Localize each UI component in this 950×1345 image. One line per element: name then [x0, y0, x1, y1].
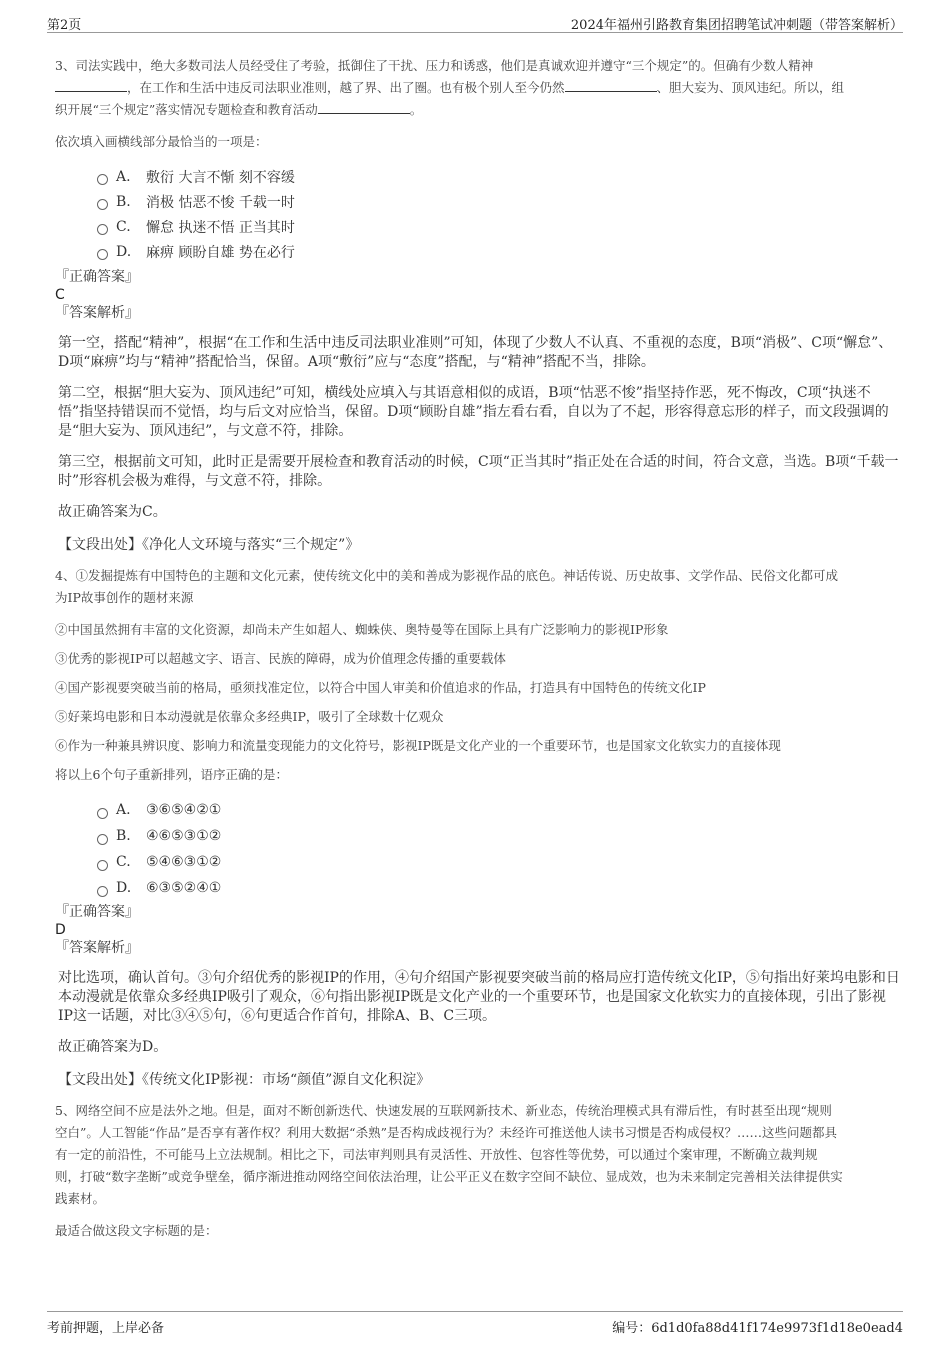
analysis-conclusion: 故正确答案为C。 — [58, 504, 167, 520]
sentence-3: ③优秀的影视IP可以超越文字、语言、民族的障碍，成为价值理念传播的重要载体 — [55, 651, 506, 666]
stem-text: 。 — [409, 102, 423, 117]
analysis-paragraph: 第一空，搭配“精神”，根据“在工作和生活中违反司法职业准则”可知，体现了少数人不认真、不重视的态度，B项“消极”、C项“懈怠”、D项“麻痹”均与“精神”搭配恰当，保留。A项“敷衍”应与“态度”搭配，与“精神”搭配不当，排除。 — [58, 335, 893, 370]
question-3-stem — [55, 55, 900, 121]
sentence-6: ⑥作为一种兼具辨识度、影响力和流量变现能力的文化符号，影视IP既是文化产业的一个重要环节，也是国家文化软实力的直接体现 — [55, 738, 781, 753]
page-number: 第2页 — [47, 18, 82, 33]
question-4-stem: 4、①发掘提炼有中国特色的主题和文化元素，使传统文化中的美和善成为影视作品的底色。神话传说、历史故事、文学作品、民俗文化都可成 为IP故事创作的题材来源 — [55, 568, 838, 605]
document-content — [55, 55, 900, 1239]
document-code: 编号：6d1d0fa88d41f174e9973f1d18e0ead4 — [612, 1321, 903, 1336]
radio-icon[interactable] — [97, 834, 108, 845]
radio-icon[interactable] — [97, 886, 108, 897]
footer-slogan: 考前押题，上岸必备 — [47, 1321, 165, 1336]
option-d[interactable]: D. ⑥③⑤②④① — [97, 875, 900, 901]
stem-text: ，在工作和生活中违反司法职业准则，越了界、出了圈。也有极个别人至今仍然 — [127, 80, 565, 95]
analysis-label: 『答案解析』 — [55, 305, 139, 321]
option-b[interactable]: B. 消极 怙恶不悛 千载一时 — [97, 189, 900, 214]
question-4-options — [55, 797, 900, 901]
analysis-paragraph: 第二空，根据“胆大妄为、顶风违纪”可知，横线处应填入与其语意相似的成语，B项“怙恶不悛”指坚持作恶，死不悔改，C项“执迷不悟”指坚持错误而不觉悟，均与后文对应恰当，保留。D项“顾盼自雄”指左看右看，自以为了不起，形容得意忘形的样子，而文段强调的是“胆大妄为、顶风违纪”，与文意不符，排除。 — [58, 385, 889, 439]
analysis-paragraph: 对比选项，确认首句。③句介绍优秀的影视IP的作用，④句介绍国产影视要突破当前的格局应打造传统文化IP，⑤句指出好莱坞电影和日本动漫就是依靠众多经典IP吸引了观众，⑥句指出影视IP既是文化产业的一个重要环节，也是国家文化软实力的直接体现，引出了影视IP这一话题，对比③④⑤句，⑥句更适合作首句，排除A、B、C三项。 — [58, 970, 900, 1024]
sentence-2: ②中国虽然拥有丰富的文化资源，却尚未产生如超人、蜘蛛侠、奥特曼等在国际上具有广泛影响力的影视IP形象 — [55, 622, 669, 637]
question-4 — [55, 565, 900, 1090]
source-citation: 【文段出处】《净化人文环境与落实“三个规定”》 — [58, 537, 360, 553]
question-3-options — [55, 164, 900, 264]
option-c[interactable]: C. 懈怠 执迷不悟 正当其时 — [97, 214, 900, 239]
radio-icon[interactable] — [97, 199, 108, 210]
sentence-4: ④国产影视要突破当前的格局，亟须找准定位，以符合中国人审美和价值追求的作品，打造具有中国特色的传统文化IP — [55, 680, 706, 695]
correct-answer: D — [55, 922, 66, 938]
blank-1 — [55, 79, 127, 92]
analysis-label: 『答案解析』 — [55, 940, 139, 956]
stem-text: 3、司法实践中，绝大多数司法人员经受住了考验，抵御住了干扰、压力和诱惑，他们是真诚欢迎并遵守“三个规定”的。但确有少数人精神 — [55, 58, 814, 73]
answer-label: 『正确答案』 — [55, 269, 139, 285]
correct-answer: C — [55, 287, 65, 303]
option-c[interactable]: C. ⑤④⑥③①② — [97, 849, 900, 875]
question-4-instruction: 将以上6个句子重新排列，语序正确的是： — [55, 767, 288, 782]
analysis-conclusion: 故正确答案为D。 — [58, 1039, 168, 1055]
analysis-paragraph: 第三空，根据前文可知，此时正是需要开展检查和教育活动的时候，C项“正当其时”指正处在合适的时间，符合文意，当选。B项“千载一时”形容机会极为难得，与文意不符，排除。 — [58, 454, 899, 489]
blank-2 — [565, 79, 657, 92]
answer-label: 『正确答案』 — [55, 904, 139, 920]
question-5-instruction: 最适合做这段文字标题的是： — [55, 1223, 218, 1238]
page-footer — [47, 1311, 903, 1336]
document-title: 2024年福州引路教育集团招聘笔试冲刺题（带答案解析） — [570, 18, 903, 33]
option-b[interactable]: B. ④⑥⑤③①② — [97, 823, 900, 849]
radio-icon[interactable] — [97, 808, 108, 819]
page-header — [47, 12, 903, 33]
question-3 — [55, 55, 900, 555]
question-5-stem: 5、网络空间不应是法外之地。但是，面对不断创新迭代、快速发展的互联网新技术、新业态，传统治理模式具有滞后性，有时甚至出现“规则 空白”。人工智能“作品”是否享有著作权？利用大数据“杀熟”是否构成歧视行为？未经许可推送他人读书习惯是否构成侵权？……这些问题都具 有一定的前沿性，不可能马上立法规制。相比之下，司法审判则具有灵活性、开放性、包容性等优势，可以通过个案审理，不断确立裁判规 则，打破“数字垄断”或竞争壁垒，循序渐进推动网络空间依法治理，让公平正义在数字空间不缺位、显成效，也为未来制定完善相关法律提供实 践素材。 — [55, 1103, 843, 1206]
question-3-instruction: 依次填入画横线部分最恰当的一项是： — [55, 134, 268, 149]
radio-icon[interactable] — [97, 224, 108, 235]
radio-icon[interactable] — [97, 860, 108, 871]
option-a[interactable]: A. 敷衍 大言不惭 刻不容缓 — [97, 164, 900, 189]
radio-icon[interactable] — [97, 174, 108, 185]
radio-icon[interactable] — [97, 249, 108, 260]
option-a[interactable]: A. ③⑥⑤④②① — [97, 797, 900, 823]
sentence-5: ⑤好莱坞电影和日本动漫就是依靠众多经典IP，吸引了全球数十亿观众 — [55, 709, 444, 724]
option-d[interactable]: D. 麻痹 顾盼自雄 势在必行 — [97, 239, 900, 264]
blank-3 — [318, 101, 410, 114]
source-citation: 【文段出处】《传统文化IP影视：市场“颜值”源自文化积淀》 — [58, 1072, 431, 1088]
stem-text: 、胆大妄为、顶风违纪。所以，组 — [656, 80, 845, 95]
stem-text: 织开展“三个规定”落实情况专题检查和教育活动 — [55, 102, 318, 117]
question-5 — [55, 1100, 900, 1239]
